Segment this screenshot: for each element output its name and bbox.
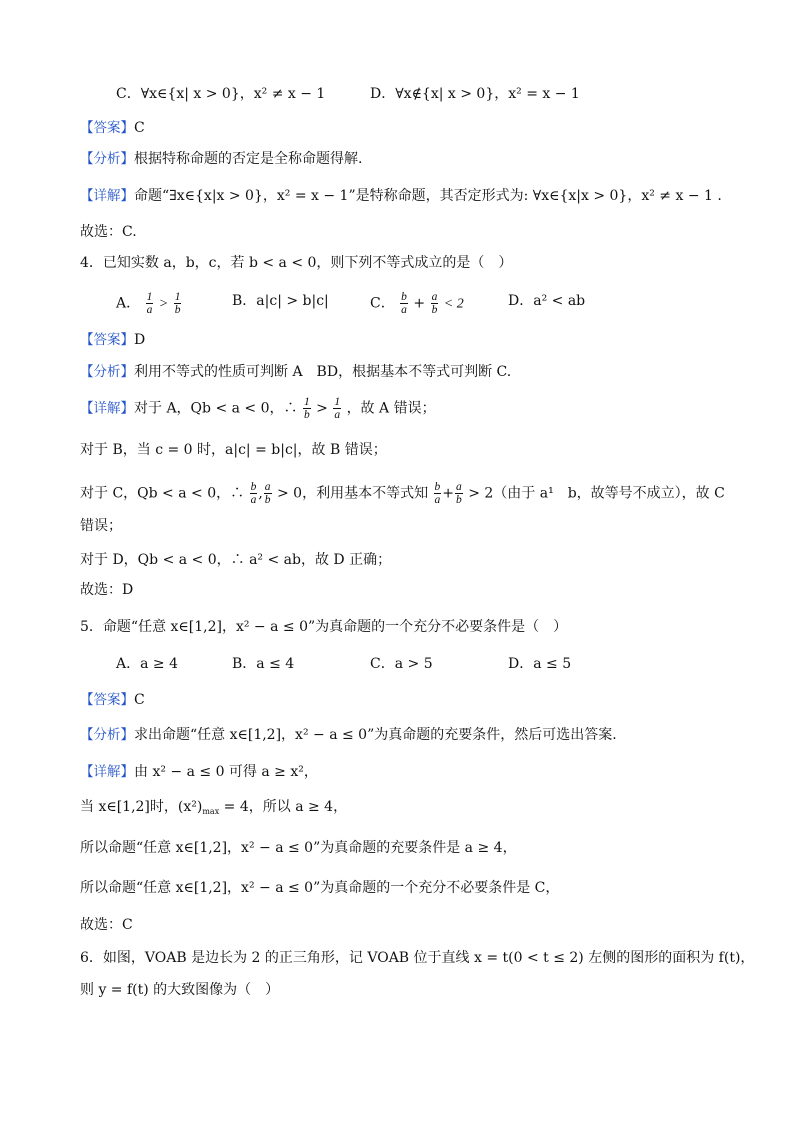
fraction — [400, 291, 408, 316]
q3-analysis-line — [80, 149, 362, 169]
plus: + — [442, 485, 455, 502]
answer-tag: 【答案】 — [80, 332, 134, 348]
q4-detail-b: 对于 B，当 c = 0 时，a|c| = b|c|，故 B 错误； — [80, 442, 387, 458]
detail-tag: 【详解】 — [80, 764, 134, 780]
analysis-tag: 【分析】 — [80, 364, 134, 380]
frac-den: a — [334, 409, 341, 421]
frac-num: b — [401, 291, 407, 303]
detail-tag: 【详解】 — [80, 400, 134, 417]
fraction — [434, 481, 442, 506]
q5-analysis-line — [80, 725, 617, 745]
frac-den: b — [264, 494, 271, 506]
fraction — [431, 291, 439, 316]
detail-tag: 【详解】 — [80, 188, 134, 204]
q3-detail: 命题“∃x∈{x|x > 0}，x² = x − 1”是特称命题，其否定形式为: ∀x∈{x|x > 0}，x² ≠ x − 1 . — [134, 188, 722, 204]
q4-detail-a-pre: 对于 A，Qb < a < 0，∴ — [134, 400, 298, 417]
relation: > — [316, 400, 328, 417]
q4-detail-c-cont: 错误； — [80, 518, 122, 534]
q5-detail-3: 所以命题“任意 x∈[1,2]，x² − a ≤ 0”为真命题的充要条件是 a ≥ 4， — [80, 840, 517, 856]
q4-analysis: 利用不等式的性质可判断 A BD，根据基本不等式可判断 C. — [134, 364, 512, 380]
q5-detail-2-pre: 当 x∈[1,2]时，(x²) — [80, 799, 203, 815]
frac-num: a — [431, 291, 438, 303]
frac-den: a — [146, 304, 153, 316]
fraction — [333, 396, 341, 421]
q4-conclusion: 故选：D — [80, 582, 134, 598]
comma: , — [258, 485, 263, 502]
q4-detail-a — [80, 396, 436, 421]
analysis-tag: 【分析】 — [80, 727, 134, 743]
q4-detail-c-pre: 对于 C，Qb < a < 0，∴ — [80, 485, 245, 502]
frac-den: b — [456, 494, 462, 506]
q4-opt-a-prefix: A． — [116, 295, 141, 312]
q5-option-a: A．a ≥ 4 — [116, 656, 178, 672]
q5-detail-1 — [80, 762, 318, 782]
q4-option-a — [116, 291, 182, 316]
q4-detail-a-post: ，故 A 错误； — [346, 400, 436, 417]
frac-num: a — [264, 481, 271, 493]
q5-answer: C — [134, 692, 145, 708]
q4-answer: D — [134, 332, 146, 348]
analysis-tag: 【分析】 — [80, 151, 134, 167]
frac-num: a — [456, 481, 462, 493]
frac-den: b — [174, 304, 181, 316]
frac-num: b — [250, 481, 257, 493]
option-d-prev: D．∀x∉{x| x > 0}，x² = x − 1 — [370, 86, 580, 102]
q3-analysis: 根据特称命题的否定是全称命题得解. — [134, 151, 363, 167]
q4-option-b: B．a|c| > b|c| — [232, 293, 329, 309]
q4-option-d: D．a² < ab — [508, 293, 586, 309]
q6-stem-1: 6．如图，VOAB 是边长为 2 的正三角形，记 VOAB 位于直线 x = t(0 < t ≤ 2) 左侧的图形的面积为 f(t)， — [80, 950, 755, 966]
option-c-prev: C．∀x∈{x| x > 0}，x² ≠ x − 1 — [116, 86, 326, 102]
fraction — [455, 481, 463, 506]
frac-den: a — [250, 494, 257, 506]
q5-stem: 5．命题“任意 x∈[1,2]，x² − a ≤ 0”为真命题的一个充分不必要条件是（ ） — [80, 619, 568, 635]
frac-num: 1 — [303, 396, 310, 408]
frac-den: b — [303, 409, 310, 421]
frac-den: b — [431, 304, 438, 316]
q4-analysis-line — [80, 362, 511, 382]
q5-detail-1-text: 由 x² − a ≤ 0 可得 a ≥ x²， — [134, 764, 318, 780]
fraction — [303, 396, 311, 421]
q5-option-c: C．a > 5 — [370, 656, 433, 672]
q5-conclusion: 故选：C — [80, 917, 133, 933]
q3-answer: C — [134, 120, 145, 136]
answer-tag: 【答案】 — [80, 692, 134, 708]
q3-answer-line — [80, 118, 145, 138]
q6-stem-2: 则 y = f(t) 的大致图像为（ ） — [80, 982, 280, 998]
q5-detail-2 — [80, 797, 347, 822]
frac-num: 1 — [174, 291, 181, 303]
frac-num: 1 — [146, 291, 153, 303]
subscript-max: max — [202, 807, 220, 816]
answer-tag: 【答案】 — [80, 120, 134, 136]
q4-opt-c-prefix: C． — [370, 295, 395, 312]
fraction — [250, 481, 258, 506]
frac-num: b — [434, 481, 441, 493]
q4-answer-line — [80, 330, 145, 350]
q5-detail-4: 所以命题“任意 x∈[1,2]，x² − a ≤ 0”为真命题的一个充分不必要条件是 C， — [80, 880, 560, 896]
q4-detail-c — [80, 481, 725, 506]
q4-detail-c-post: > 2（由于 a¹ b，故等号不成立），故 C — [468, 485, 725, 502]
relation: > — [158, 296, 169, 312]
q3-conclusion: 故选：C. — [80, 224, 137, 240]
fraction — [264, 481, 272, 506]
q5-detail-2-post: = 4，所以 a ≥ 4， — [219, 799, 348, 815]
plus: + — [413, 295, 426, 312]
fraction — [146, 291, 154, 316]
q5-answer-line — [80, 690, 145, 710]
frac-den: a — [401, 304, 407, 316]
q5-option-d: D．a ≤ 5 — [508, 656, 572, 672]
q5-analysis: 求出命题“任意 x∈[1,2]，x² − a ≤ 0”为真命题的充要条件，然后可选出答案. — [134, 727, 617, 743]
q4-detail-d: 对于 D，Qb < a < 0，∴ a² < ab，故 D 正确； — [80, 552, 392, 568]
q4-detail-c-mid: > 0，利用基本不等式知 — [276, 485, 429, 502]
q5-option-b: B．a ≤ 4 — [232, 656, 295, 672]
fraction — [174, 291, 182, 316]
q4-option-c — [370, 291, 464, 316]
q4-stem: 4．已知实数 a，b，c，若 b < a < 0，则下列不等式成立的是（ ） — [80, 255, 513, 271]
relation: < 2 — [443, 296, 464, 312]
frac-den: a — [434, 494, 441, 506]
q3-detail-line — [80, 186, 722, 206]
frac-num: 1 — [334, 396, 341, 408]
